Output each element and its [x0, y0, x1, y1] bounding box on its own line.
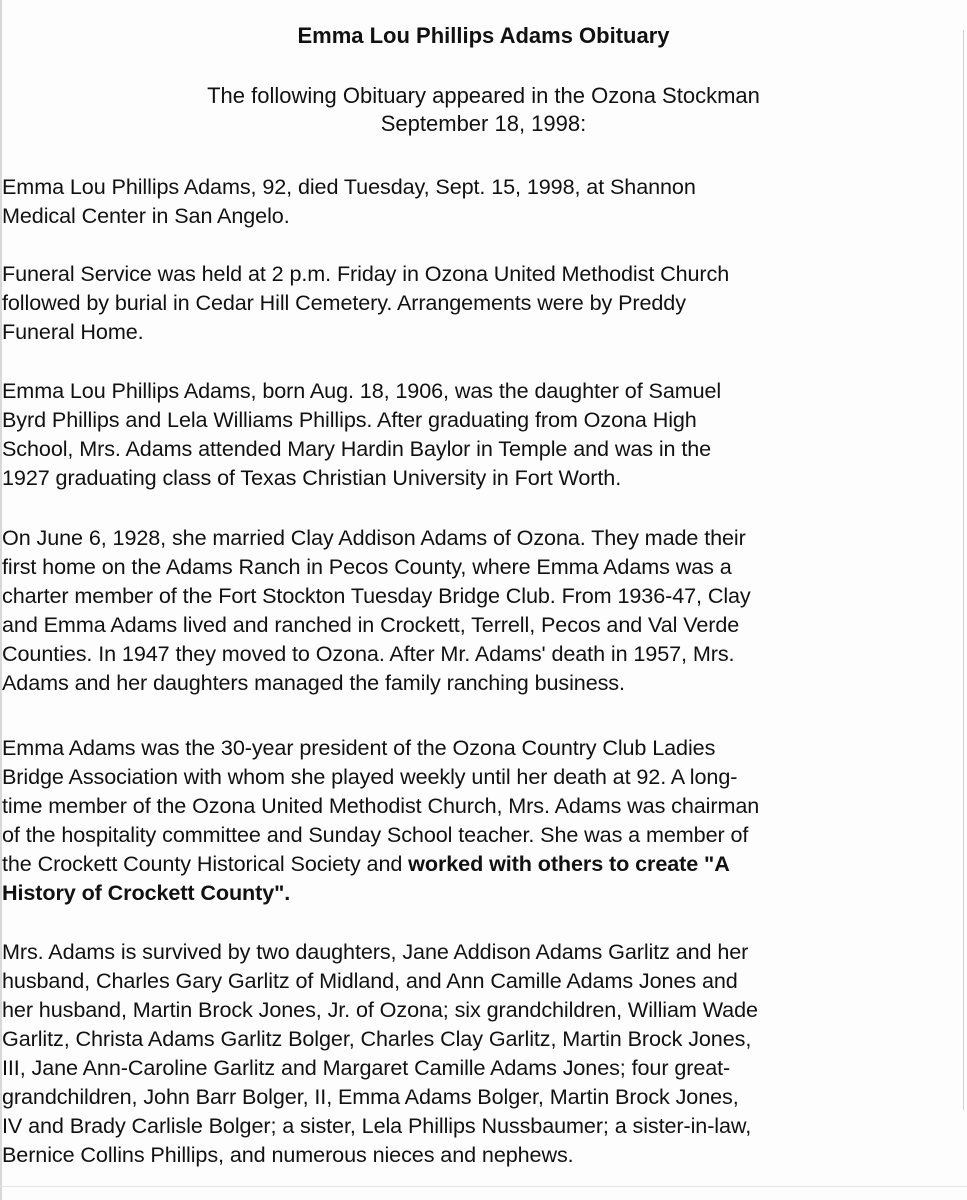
text-line: charter member of the Fort Stockton Tuesday Bridge Club. From 1936-47, Clay [2, 583, 751, 608]
obituary-title: Emma Lou Phillips Adams Obituary [297, 23, 670, 48]
text-line: 1927 graduating class of Texas Christian University in Fort Worth. [2, 465, 622, 490]
text-line: Byrd Phillips and Lela Williams Phillips. After graduating from Ozona High [2, 407, 697, 432]
text-line: Garlitz, Christa Adams Garlitz Bolger, Charles Clay Garlitz, Martin Brock Jones, [2, 1026, 752, 1051]
text-line: School, Mrs. Adams attended Mary Hardin Baylor in Temple and was in the [2, 436, 712, 461]
text-line: Emma Lou Phillips Adams, born Aug. 18, 1906, was the daughter of Samuel [2, 378, 722, 403]
text-line: her husband, Martin Brock Jones, Jr. of Ozona; six grandchildren, William Wade [2, 997, 758, 1022]
text-line: Bernice Collins Phillips, and numerous nieces and nephews. [2, 1142, 574, 1167]
text-line: Counties. In 1947 they moved to Ozona. After Mr. Adams' death in 1957, Mrs. [2, 641, 735, 666]
publication-note [0, 82, 967, 138]
paragraph-early-life [2, 376, 964, 492]
text-line: followed by burial in Cedar Hill Cemetery. Arrangements were by Preddy [2, 290, 686, 315]
text-bold: worked with others to create "A [408, 851, 730, 876]
paragraph-death-notice [2, 172, 964, 230]
paragraph-funeral-service [2, 259, 964, 346]
text-line: Emma Adams was the 30-year president of the Ozona Country Club Ladies [2, 735, 716, 760]
text-line: On June 6, 1928, she married Clay Addison Adams of Ozona. They made their [2, 525, 746, 550]
publication-note-line: The following Obituary appeared in the Ozona Stockman [207, 83, 760, 108]
scan-artifact-line [0, 1186, 967, 1187]
text-line: Funeral Home. [2, 319, 144, 344]
text-line: Mrs. Adams is survived by two daughters, Jane Addison Adams Garlitz and her [2, 939, 749, 964]
text-line: Funeral Service was held at 2 p.m. Friday in Ozona United Methodist Church [2, 261, 730, 286]
text-line: of the hospitality committee and Sunday School teacher. She was a member of [2, 822, 749, 847]
paragraph-survivors [2, 937, 964, 1169]
text-line [2, 849, 964, 878]
text-line: and Emma Adams lived and ranched in Crockett, Terrell, Pecos and Val Verde [2, 612, 740, 637]
publication-date: September 18, 1998: [380, 111, 587, 136]
text-line: grandchildren, John Barr Bolger, II, Emma Adams Bolger, Martin Brock Jones, [2, 1084, 739, 1109]
text-bold: History of Crockett County". [2, 880, 291, 905]
text-line: Emma Lou Phillips Adams, 92, died Tuesday, Sept. 15, 1998, at Shannon [2, 174, 696, 199]
paragraph-marriage [2, 523, 964, 697]
text-line: first home on the Adams Ranch in Pecos County, where Emma Adams was a [2, 554, 732, 579]
text-line: time member of the Ozona United Methodist Church, Mrs. Adams was chairman [2, 793, 760, 818]
text-line: Adams and her daughters managed the family ranching business. [2, 670, 625, 695]
text-line: IV and Brady Carlisle Bolger; a sister, Lela Phillips Nussbaumer; a sister-in-law, [2, 1113, 752, 1138]
text-plain: the Crockett County Historical Society and [2, 851, 409, 876]
text-line [2, 878, 964, 907]
text-line: husband, Charles Gary Garlitz of Midland, and Ann Camille Adams Jones and [2, 968, 738, 993]
text-line: III, Jane Ann-Caroline Garlitz and Margaret Camille Adams Jones; four great- [2, 1055, 731, 1080]
text-line: Bridge Association with whom she played weekly until her death at 92. A long- [2, 764, 738, 789]
text-line: Medical Center in San Angelo. [2, 203, 290, 228]
paragraph-community [2, 733, 964, 907]
